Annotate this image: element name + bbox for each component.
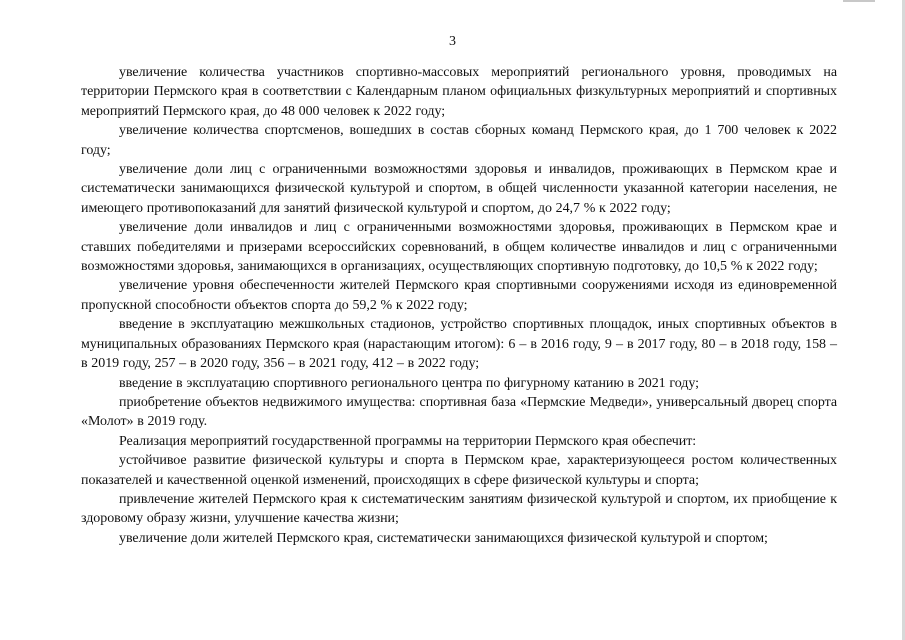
scan-artifact [843,0,875,2]
paragraph: введение в эксплуатацию межшкольных стадионов, устройство спортивных площадок, иных спортивных объектов в муниципальных образованиях Пермского края (нарастающим итогом): 6 – в 2016 году, 9 – в 2017 году, 80 – в 2018 году, 158 – в 2019 году, 257 – в 2020 году, 356 – в 2021 году, 412 – в 2022 году; [81,317,837,372]
paragraph: устойчивое развитие физической культуры и спорта в Пермском крае, характеризующееся ростом количественных показателей и качественной оценкой изменений, происходящих в сфере физической культуры и спорта; [81,453,837,488]
paragraph: увеличение доли инвалидов и лиц с ограниченными возможностями здоровья, проживающих в Пермском крае и ставших победителями и призерами всероссийских соревнований, в общем количестве инвалидов и лиц с ограниченными возможностями здоровья, занимающихся в организациях, осуществляющих спортивную подготовку, до 10,5 % к 2022 году; [81,220,837,275]
paragraph: приобретение объектов недвижимого имущества: спортивная база «Пермские Медведи», универсальный дворец спорта «Молот» в 2019 году. [81,394,837,430]
page-number: 3 [449,34,456,49]
paragraph: увеличение количества участников спортивно-массовых мероприятий регионального уровня, проводимых на территории Пермского края в соответствии с Календарным планом официальных физкультурных мероприятий и спортивных мероприятий Пермского края, до 48 000 человек к 2022 году; [81,65,837,119]
paragraph: увеличение уровня обеспеченности жителей Пермского края спортивными сооружениями исходя из единовременной пропускной способности объектов спорта до 59,2 % к 2022 году; [81,278,837,313]
paragraph: привлечение жителей Пермского края к систематическим занятиям физической культурой и спортом, их приобщение к здоровому образу жизни, улучшение качества жизни; [81,491,837,527]
paragraph: введение в эксплуатацию спортивного регионального центра по фигурному катанию в 2021 году; [119,375,699,391]
paragraph: увеличение доли лиц с ограниченными возможностями здоровья и инвалидов, проживающих в Пермском крае и систематически занимающихся физической культурой и спортом, в общей численности указанной категории населения, не имеющего противопоказаний для занятий физической культурой и спортом, до 24,7 % к 2022 году; [81,162,837,216]
paragraph: увеличение количества спортсменов, вошедших в состав сборных команд Пермского края, до 1 700 человек к 2022 году; [81,123,837,158]
document-body [81,63,837,548]
paragraph: увеличение доли жителей Пермского края, систематически занимающихся физической культурой и спортом; [119,530,768,546]
paragraph: Реализация мероприятий государственной программы на территории Пермского края обеспечит: [119,433,697,449]
